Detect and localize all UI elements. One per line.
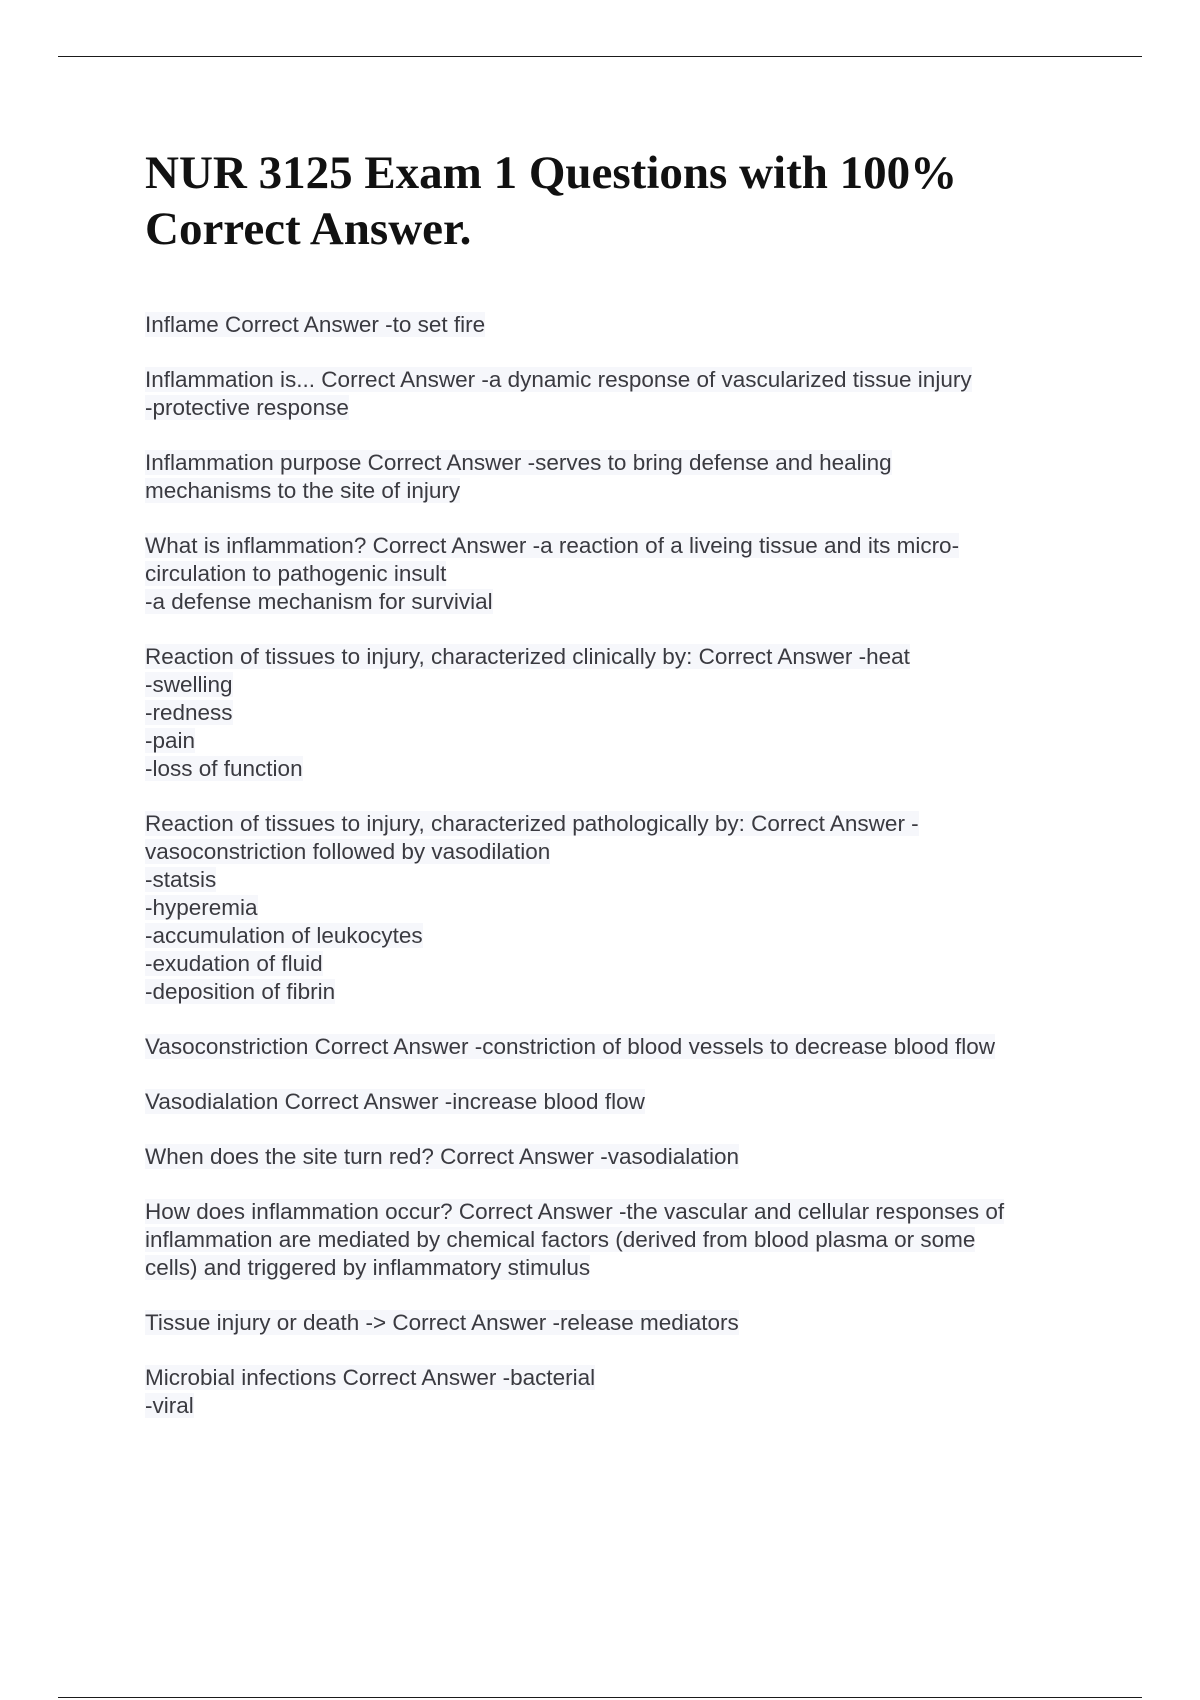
qa-line (145, 1226, 1085, 1254)
qa-line (145, 311, 1085, 339)
qa-line-text: inflammation are mediated by chemical factors (derived from blood plasma or some (145, 1227, 976, 1252)
qa-line-text: -deposition of fibrin (145, 979, 336, 1004)
qa-line (145, 394, 1085, 422)
document-title (145, 145, 1085, 257)
qa-line-text: Reaction of tissues to injury, characterized clinically by: Correct Answer -heat (145, 644, 910, 669)
qa-line (145, 560, 1085, 588)
qa-line (145, 449, 1085, 477)
qa-line-text: -hyperemia (145, 895, 258, 920)
qa-entry (145, 311, 1085, 339)
qa-line-text: cells) and triggered by inflammatory stimulus (145, 1255, 591, 1280)
qa-line-text: -pain (145, 728, 196, 753)
qa-line (145, 588, 1085, 616)
top-rule (58, 56, 1142, 57)
title-line-1: NUR 3125 Exam 1 Questions with 100% (145, 147, 958, 199)
qa-line (145, 922, 1085, 950)
qa-line (145, 366, 1085, 394)
qa-line (145, 477, 1085, 505)
qa-line-text: -accumulation of leukocytes (145, 923, 423, 948)
qa-line (145, 1254, 1085, 1282)
qa-line-text: -a defense mechanism for survivial (145, 589, 493, 614)
qa-line-text: Tissue injury or death -> Correct Answer -release mediators (145, 1310, 739, 1335)
qa-line (145, 643, 1085, 671)
qa-line (145, 894, 1085, 922)
qa-line-text: -swelling (145, 672, 233, 697)
qa-line-text: Reaction of tissues to injury, characterized pathologically by: Correct Answer - (145, 811, 919, 836)
qa-line (145, 1088, 1085, 1116)
qa-entry (145, 1198, 1085, 1282)
qa-line (145, 1143, 1085, 1171)
qa-entry (145, 1309, 1085, 1337)
qa-line-text: -protective response (145, 395, 349, 420)
qa-line (145, 810, 1085, 838)
qa-entry (145, 366, 1085, 422)
title-line-2: Correct Answer. (145, 203, 472, 255)
qa-line (145, 838, 1085, 866)
qa-line (145, 950, 1085, 978)
qa-line (145, 866, 1085, 894)
qa-line-text: Microbial infections Correct Answer -bacterial (145, 1365, 596, 1390)
qa-line-text: vasoconstriction followed by vasodilation (145, 839, 551, 864)
qa-line-text: -loss of function (145, 756, 303, 781)
qa-line-text: -statsis (145, 867, 217, 892)
qa-line-text: Inflammation is... Correct Answer -a dynamic response of vascularized tissue injury (145, 367, 972, 392)
qa-line-text: When does the site turn red? Correct Answer -vasodialation (145, 1144, 740, 1169)
bottom-rule (58, 1697, 1142, 1698)
qa-line-text: Inflammation purpose Correct Answer -serves to bring defense and healing (145, 450, 892, 475)
qa-line-text: Inflame Correct Answer -to set fire (145, 312, 486, 337)
qa-line (145, 1309, 1085, 1337)
qa-entry (145, 449, 1085, 505)
qa-line (145, 699, 1085, 727)
qa-line (145, 532, 1085, 560)
qa-line (145, 1392, 1085, 1420)
qa-line-text: -viral (145, 1393, 194, 1418)
qa-line (145, 727, 1085, 755)
qa-line-text: -redness (145, 700, 233, 725)
qa-line-text: -exudation of fluid (145, 951, 323, 976)
qa-line-text: Vasoconstriction Correct Answer -constriction of blood vessels to decrease blood flow (145, 1034, 995, 1059)
qa-entry (145, 1033, 1085, 1061)
qa-entry (145, 810, 1085, 1006)
qa-line (145, 978, 1085, 1006)
qa-line-text: circulation to pathogenic insult (145, 561, 447, 586)
qa-line-text: Vasodialation Correct Answer -increase blood flow (145, 1089, 645, 1114)
qa-line (145, 755, 1085, 783)
qa-entry (145, 1143, 1085, 1171)
qa-line-text: How does inflammation occur? Correct Answer -the vascular and cellular responses of (145, 1199, 1005, 1224)
qa-entry (145, 643, 1085, 783)
qa-line (145, 1364, 1085, 1392)
qa-line (145, 1198, 1085, 1226)
question-answer-list (145, 311, 1085, 1447)
qa-entry (145, 1088, 1085, 1116)
qa-line-text: What is inflammation? Correct Answer -a reaction of a liveing tissue and its micro- (145, 533, 960, 558)
qa-entry (145, 1364, 1085, 1420)
qa-line-text: mechanisms to the site of injury (145, 478, 461, 503)
qa-line (145, 1033, 1085, 1061)
qa-entry (145, 532, 1085, 616)
qa-line (145, 671, 1085, 699)
